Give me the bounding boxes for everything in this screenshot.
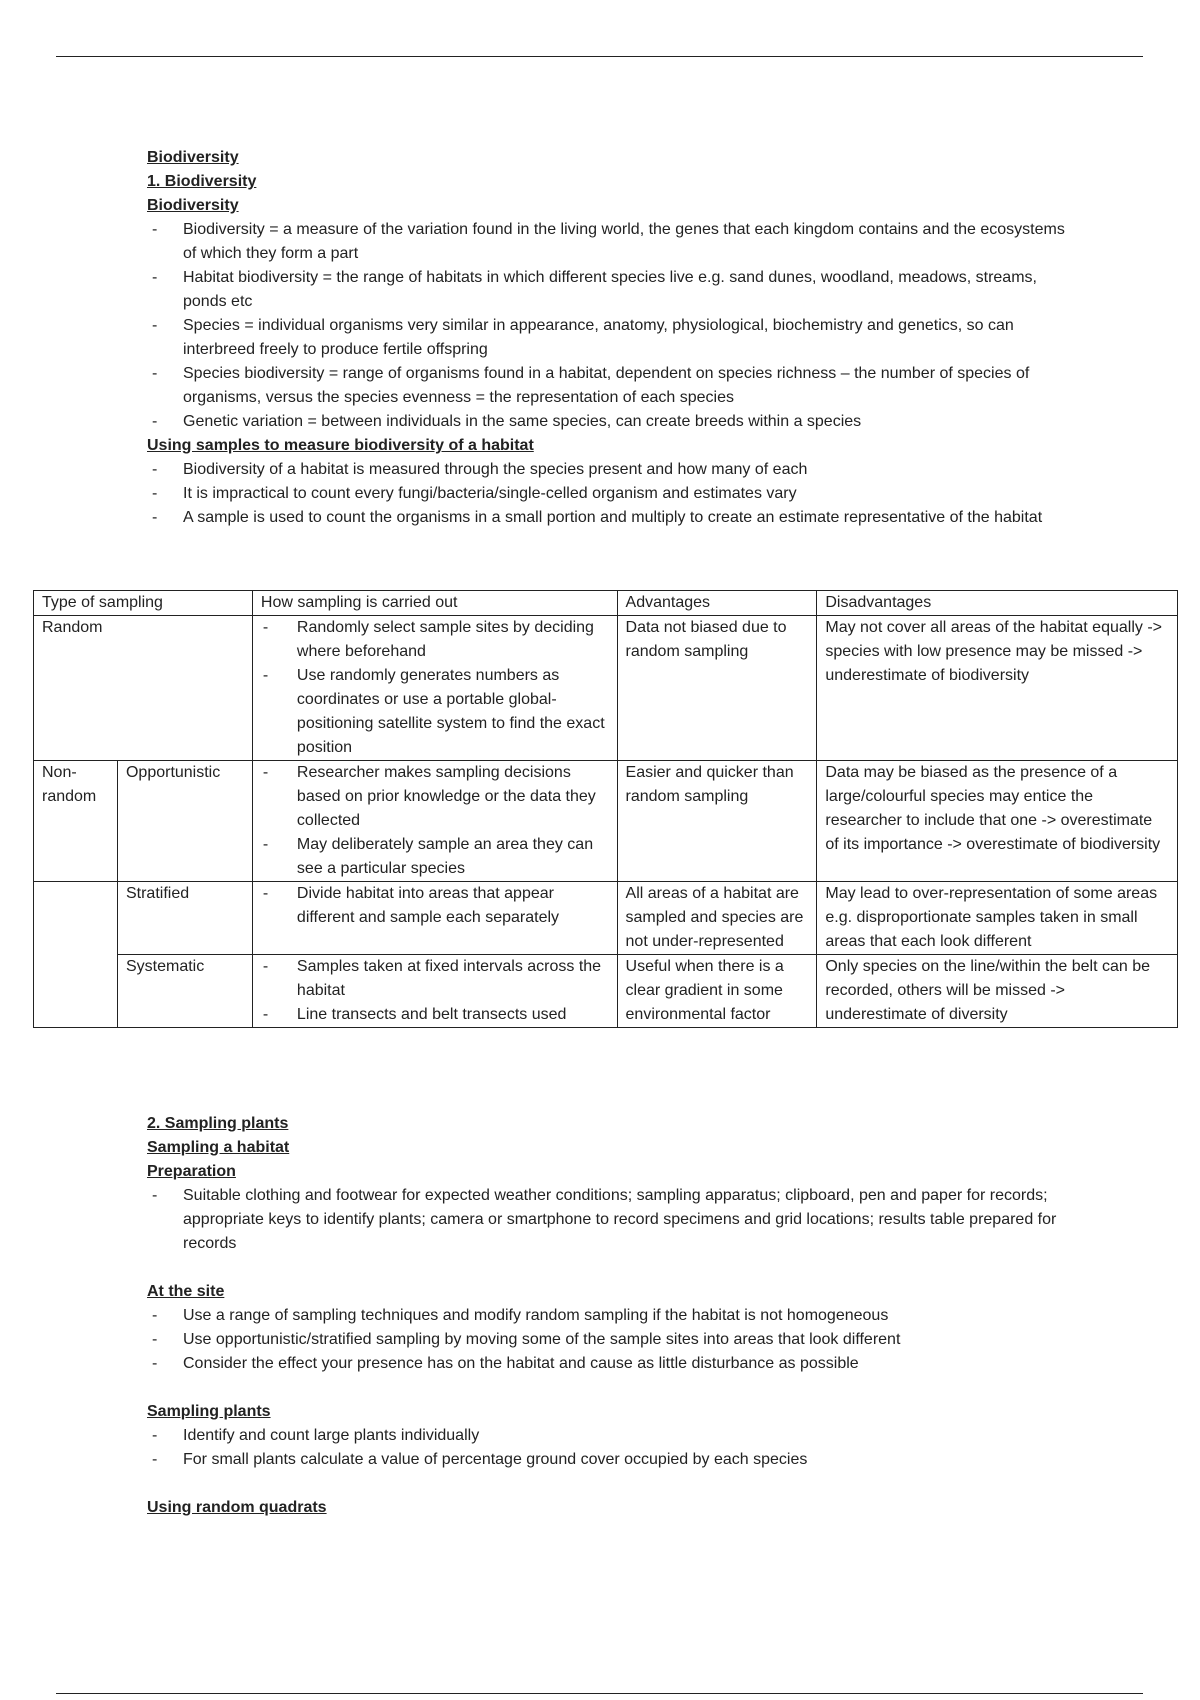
how-cell xyxy=(252,955,617,1028)
list-item: - For small plants calculate a value of percentage ground cover occupied by each species xyxy=(147,1448,1067,1472)
preparation-heading: Preparation xyxy=(147,1163,236,1180)
sampling-plants-heading: Sampling plants xyxy=(147,1403,271,1420)
at-site-list xyxy=(147,1304,1067,1376)
list-item: - Randomly select sample sites by deciding where beforehand xyxy=(261,616,609,664)
table-row xyxy=(34,882,1178,955)
table-row xyxy=(34,616,1178,761)
sampling-table xyxy=(33,590,1178,1028)
sampling-plants-list xyxy=(147,1424,1067,1472)
subheading-sampling-habitat: Sampling a habitat xyxy=(147,1139,290,1156)
list-item: - Researcher makes sampling decisions based on prior knowledge or the data they collected xyxy=(261,761,609,833)
list-item: - Species biodiversity = range of organisms found in a habitat, dependent on species richness – the number of species of organisms, versus the species evenness = the representation of each species xyxy=(147,362,1067,410)
list-item: - Biodiversity = a measure of the variation found in the living world, the genes that each kingdom contains and the ecosystems of which they form a part xyxy=(147,218,1067,266)
type-stratified: Stratified xyxy=(117,882,252,955)
advantages-cell: Useful when there is a clear gradient in some environmental factor xyxy=(617,955,817,1028)
type-nonrandom: Non-random xyxy=(34,761,118,882)
section-sampling-plants xyxy=(147,1112,1067,1520)
top-rule xyxy=(56,56,1143,57)
preparation-list xyxy=(147,1184,1067,1256)
list-item: - Samples taken at fixed intervals across the habitat xyxy=(261,955,609,1003)
list-item: - Use opportunistic/stratified sampling by moving some of the sample sites into areas that look different xyxy=(147,1328,1067,1352)
advantages-cell: Data not biased due to random sampling xyxy=(617,616,817,761)
list-item: - A sample is used to count the organisms in a small portion and multiply to create an estimate representative of the habitat xyxy=(147,506,1067,530)
type-opportunistic: Opportunistic xyxy=(117,761,252,882)
list-item: - It is impractical to count every fungi/bacteria/single-celled organism and estimates vary xyxy=(147,482,1067,506)
disadvantages-cell: May not cover all areas of the habitat equally -> species with low presence may be missed -> underestimate of biodiversity xyxy=(817,616,1178,761)
table-row xyxy=(34,955,1178,1028)
header-disadvantages: Disadvantages xyxy=(817,591,1178,616)
disadvantages-cell: May lead to over-representation of some areas e.g. disproportionate samples taken in small areas that each look different xyxy=(817,882,1178,955)
advantages-cell: All areas of a habitat are sampled and species are not under-represented xyxy=(617,882,817,955)
bottom-rule xyxy=(56,1693,1143,1694)
section-biodiversity xyxy=(147,146,1067,530)
list-item: - Genetic variation = between individuals in the same species, can create breeds within a species xyxy=(147,410,1067,434)
at-site-heading: At the site xyxy=(147,1283,225,1300)
list-item: - Biodiversity of a habitat is measured through the species present and how many of each xyxy=(147,458,1067,482)
header-type: Type of sampling xyxy=(34,591,253,616)
heading-2: 2. Sampling plants xyxy=(147,1115,289,1132)
disadvantages-cell: Data may be biased as the presence of a large/colourful species may entice the researcher to include that one -> overestimate of its importance -> overestimate of biodiversity xyxy=(817,761,1178,882)
list-item: - Use a range of sampling techniques and modify random sampling if the habitat is not homogeneous xyxy=(147,1304,1067,1328)
advantages-cell: Easier and quicker than random sampling xyxy=(617,761,817,882)
nonrandom-spacer xyxy=(34,882,118,1028)
how-cell xyxy=(252,616,617,761)
how-cell xyxy=(252,761,617,882)
table-header-row xyxy=(34,591,1178,616)
list-item: - Habitat biodiversity = the range of habitats in which different species live e.g. sand dunes, woodland, meadows, streams, ponds etc xyxy=(147,266,1067,314)
list-item: - Use randomly generates numbers as coordinates or use a portable global-positioning satellite system to find the exact position xyxy=(261,664,609,760)
disadvantages-cell: Only species on the line/within the belt can be recorded, others will be missed -> underestimate of diversity xyxy=(817,955,1178,1028)
table-row xyxy=(34,761,1178,882)
list-item: - Line transects and belt transects used xyxy=(261,1003,609,1027)
random-quadrats-heading: Using random quadrats xyxy=(147,1499,327,1516)
list-item: - Consider the effect your presence has on the habitat and cause as little disturbance as possible xyxy=(147,1352,1067,1376)
list-item: - Species = individual organisms very similar in appearance, anatomy, physiological, biochemistry and genetics, so can interbreed freely to produce fertile offspring xyxy=(147,314,1067,362)
header-how: How sampling is carried out xyxy=(252,591,617,616)
type-random: Random xyxy=(34,616,253,761)
type-systematic: Systematic xyxy=(117,955,252,1028)
subheading-biodiversity: Biodiversity xyxy=(147,197,239,214)
header-advantages: Advantages xyxy=(617,591,817,616)
samples-heading: Using samples to measure biodiversity of a habitat xyxy=(147,437,534,454)
samples-list xyxy=(147,458,1067,530)
list-item: - Identify and count large plants individually xyxy=(147,1424,1067,1448)
biodiversity-list xyxy=(147,218,1067,434)
doc-title: Biodiversity xyxy=(147,149,239,166)
list-item: - Suitable clothing and footwear for expected weather conditions; sampling apparatus; clipboard, pen and paper for records; appropriate keys to identify plants; camera or smartphone to record specimens and grid locations; results table prepared for records xyxy=(147,1184,1067,1256)
list-item: - Divide habitat into areas that appear different and sample each separately xyxy=(261,882,609,930)
heading-1: 1. Biodiversity xyxy=(147,173,257,190)
list-item: - May deliberately sample an area they can see a particular species xyxy=(261,833,609,881)
how-cell xyxy=(252,882,617,955)
